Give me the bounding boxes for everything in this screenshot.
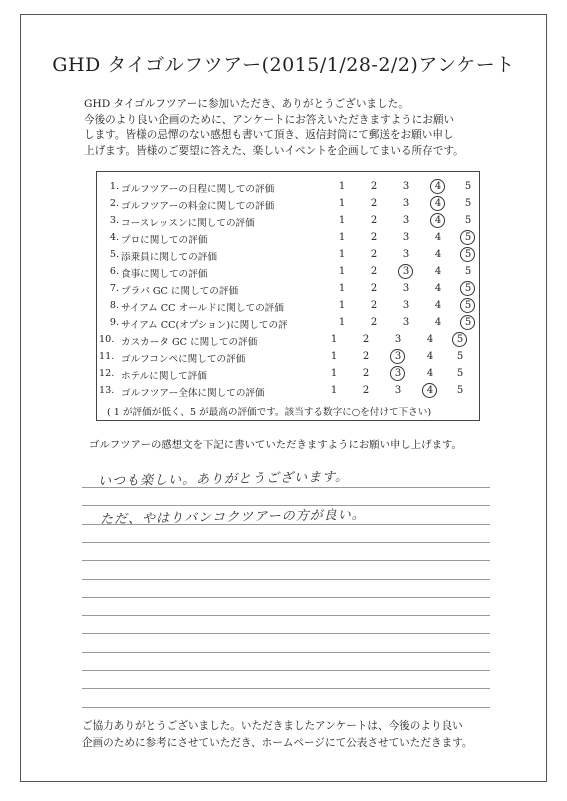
rating-option-1[interactable] bbox=[335, 300, 349, 311]
question-label: 食事に関しての評価 bbox=[121, 269, 208, 280]
rating-option-label: 2 bbox=[370, 232, 378, 243]
rating-option-2[interactable] bbox=[367, 300, 381, 311]
comment-ruled-line bbox=[82, 652, 490, 653]
selected-circle-mark bbox=[430, 196, 445, 211]
selected-circle-mark bbox=[390, 366, 405, 381]
rating-option-4[interactable] bbox=[431, 266, 445, 277]
rating-option-label: 4 bbox=[434, 317, 442, 328]
footer-line: ご協力ありがとうございました。いただきましたアンケートは、今後のより良い bbox=[82, 720, 463, 732]
rating-option-label: 2 bbox=[362, 385, 370, 396]
rating-option-4[interactable] bbox=[431, 198, 445, 209]
rating-option-2[interactable] bbox=[367, 266, 381, 277]
rating-option-4[interactable] bbox=[423, 334, 437, 345]
rating-option-2[interactable] bbox=[359, 368, 373, 379]
comment-ruled-line bbox=[82, 542, 490, 543]
rating-option-5[interactable] bbox=[461, 215, 475, 226]
ratings-table bbox=[96, 171, 480, 421]
question-number: 1. bbox=[109, 181, 119, 192]
question-label: コースレッスンに関しての評価 bbox=[121, 218, 255, 229]
rating-option-label: 4 bbox=[434, 198, 442, 209]
question-number: 4. bbox=[109, 232, 119, 243]
rating-option-label: 5 bbox=[464, 249, 472, 260]
rating-option-2[interactable] bbox=[367, 249, 381, 260]
rating-option-label: 3 bbox=[402, 181, 410, 192]
rating-option-label: 3 bbox=[394, 334, 402, 345]
selected-circle-mark bbox=[452, 332, 467, 347]
rating-option-label: 1 bbox=[338, 181, 346, 192]
question-number: 10. bbox=[99, 334, 115, 345]
rating-option-2[interactable] bbox=[367, 181, 381, 192]
rating-option-5[interactable] bbox=[461, 198, 475, 209]
question-number: 3. bbox=[109, 215, 119, 226]
selected-circle-mark bbox=[390, 349, 405, 364]
rating-option-label: 1 bbox=[338, 317, 346, 328]
rating-option-5[interactable] bbox=[461, 300, 475, 311]
selected-circle-mark bbox=[422, 383, 437, 398]
rating-option-label: 4 bbox=[426, 351, 434, 362]
rating-option-label: 4 bbox=[426, 368, 434, 379]
rating-option-1[interactable] bbox=[335, 198, 349, 209]
question-row bbox=[97, 367, 479, 384]
question-row bbox=[97, 248, 479, 265]
intro-line: 上げます。皆様のご要望に答えた、楽しいイベントを企画してまいる所存です。 bbox=[84, 144, 464, 157]
rating-option-label: 3 bbox=[402, 232, 410, 243]
rating-option-4[interactable] bbox=[431, 317, 445, 328]
rating-option-label: 3 bbox=[402, 317, 410, 328]
rating-option-2[interactable] bbox=[367, 232, 381, 243]
rating-option-label: 4 bbox=[426, 385, 434, 396]
question-label: ゴルフツアーの料金に関しての評価 bbox=[121, 201, 275, 212]
selected-circle-mark bbox=[460, 247, 475, 262]
rating-option-5[interactable] bbox=[461, 283, 475, 294]
rating-option-3[interactable] bbox=[391, 385, 405, 396]
comment-ruled-line bbox=[82, 670, 490, 671]
rating-option-label: 5 bbox=[464, 232, 472, 243]
rating-option-label: 5 bbox=[464, 317, 472, 328]
rating-option-1[interactable] bbox=[335, 215, 349, 226]
rating-option-label: 4 bbox=[434, 249, 442, 260]
rating-option-label: 2 bbox=[370, 198, 378, 209]
comment-ruled-line bbox=[82, 688, 490, 689]
question-number: 6. bbox=[109, 266, 119, 277]
comment-ruled-line bbox=[82, 707, 490, 708]
footer-text bbox=[82, 718, 512, 752]
rating-option-label: 5 bbox=[456, 368, 464, 379]
question-row bbox=[97, 197, 479, 214]
page-title: GHD タイゴルフツアー(2015/1/28-2/2)アンケート bbox=[52, 54, 515, 76]
rating-option-label: 4 bbox=[434, 266, 442, 277]
rating-option-label: 2 bbox=[370, 317, 378, 328]
rating-option-5[interactable] bbox=[461, 266, 475, 277]
rating-option-4[interactable] bbox=[431, 215, 445, 226]
rating-option-label: 3 bbox=[402, 266, 410, 277]
rating-option-label: 5 bbox=[456, 351, 464, 362]
rating-option-4[interactable] bbox=[423, 351, 437, 362]
rating-option-label: 4 bbox=[434, 283, 442, 294]
footer-line: 企画のために参考にさせていただき、ホームページにて公表させていただきます。 bbox=[82, 737, 473, 749]
question-label: サイアム CC(オプション)に関しての評 bbox=[121, 320, 288, 331]
rating-option-5[interactable] bbox=[461, 232, 475, 243]
rating-option-label: 5 bbox=[464, 181, 472, 192]
question-label: カスカータ GC に関しての評価 bbox=[121, 337, 258, 348]
question-number: 7. bbox=[109, 283, 119, 294]
rating-option-label: 3 bbox=[394, 368, 402, 379]
rating-option-label: 5 bbox=[464, 215, 472, 226]
rating-option-3[interactable] bbox=[391, 334, 405, 345]
rating-option-5[interactable] bbox=[461, 317, 475, 328]
rating-option-2[interactable] bbox=[367, 198, 381, 209]
rating-option-label: 1 bbox=[338, 249, 346, 260]
rating-option-3[interactable] bbox=[399, 249, 413, 260]
rating-option-3[interactable] bbox=[399, 232, 413, 243]
question-label: プロに関しての評価 bbox=[121, 235, 208, 246]
rating-option-3[interactable] bbox=[399, 198, 413, 209]
rating-option-2[interactable] bbox=[367, 215, 381, 226]
scale-note: ( 1 が評価が低く、5 が最高の評価です。該当する数字に○を付けて下さい) bbox=[107, 407, 432, 418]
rating-option-label: 2 bbox=[370, 181, 378, 192]
rating-option-1[interactable] bbox=[327, 351, 341, 362]
rating-option-3[interactable] bbox=[399, 283, 413, 294]
question-number: 11. bbox=[99, 351, 115, 362]
selected-circle-mark bbox=[460, 281, 475, 296]
rating-option-label: 3 bbox=[402, 283, 410, 294]
rating-option-2[interactable] bbox=[359, 351, 373, 362]
rating-option-label: 2 bbox=[370, 266, 378, 277]
rating-option-2[interactable] bbox=[359, 385, 373, 396]
rating-option-label: 3 bbox=[402, 300, 410, 311]
question-label: プラパ GC に関しての評価 bbox=[121, 286, 239, 297]
rating-option-1[interactable] bbox=[335, 181, 349, 192]
rating-option-5[interactable] bbox=[453, 368, 467, 379]
selected-circle-mark bbox=[430, 179, 445, 194]
rating-option-2[interactable] bbox=[359, 334, 373, 345]
rating-option-label: 1 bbox=[330, 351, 338, 362]
question-number: 12. bbox=[99, 368, 115, 379]
question-number: 9. bbox=[109, 317, 119, 328]
rating-option-label: 1 bbox=[330, 368, 338, 379]
rating-option-label: 2 bbox=[362, 334, 370, 345]
rating-option-label: 5 bbox=[456, 334, 464, 345]
question-number: 2. bbox=[109, 198, 119, 209]
intro-line: GHD タイゴルフツアーに参加いただき、ありがとうございました。 bbox=[84, 98, 409, 110]
rating-option-1[interactable] bbox=[335, 266, 349, 277]
comment-ruled-line bbox=[82, 560, 490, 561]
rating-option-3[interactable] bbox=[399, 266, 413, 277]
comment-ruled-line bbox=[82, 597, 490, 598]
rating-option-label: 3 bbox=[394, 351, 402, 362]
selected-circle-mark bbox=[460, 315, 475, 330]
rating-option-label: 4 bbox=[426, 334, 434, 345]
rating-option-4[interactable] bbox=[431, 283, 445, 294]
rating-option-5[interactable] bbox=[453, 351, 467, 362]
rating-option-1[interactable] bbox=[335, 232, 349, 243]
rating-option-label: 5 bbox=[464, 283, 472, 294]
rating-option-label: 3 bbox=[402, 198, 410, 209]
question-row bbox=[97, 299, 479, 316]
rating-option-label: 2 bbox=[370, 249, 378, 260]
rating-option-1[interactable] bbox=[327, 385, 341, 396]
rating-option-label: 5 bbox=[464, 300, 472, 311]
rating-option-label: 5 bbox=[464, 266, 472, 277]
comment-ruled-line bbox=[82, 579, 490, 580]
comment-ruled-line bbox=[82, 633, 490, 634]
question-label: 添乗員に関しての評価 bbox=[121, 252, 217, 263]
comment-ruled-line bbox=[82, 615, 490, 616]
rating-option-4[interactable] bbox=[431, 249, 445, 260]
question-row bbox=[97, 282, 479, 299]
rating-option-label: 1 bbox=[338, 266, 346, 277]
rating-option-3[interactable] bbox=[391, 368, 405, 379]
rating-option-3[interactable] bbox=[399, 181, 413, 192]
intro-line: 今後のより良い企画のために、アンケートにお答えいただきますようにお願い bbox=[84, 113, 455, 126]
question-label: ゴルフコンペに関しての評価 bbox=[121, 354, 246, 365]
question-number: 13. bbox=[99, 385, 115, 396]
rating-option-1[interactable] bbox=[335, 283, 349, 294]
rating-option-label: 1 bbox=[338, 300, 346, 311]
rating-option-1[interactable] bbox=[327, 368, 341, 379]
rating-option-4[interactable] bbox=[431, 300, 445, 311]
rating-option-3[interactable] bbox=[399, 300, 413, 311]
question-number: 5. bbox=[109, 249, 119, 260]
rating-option-4[interactable] bbox=[423, 368, 437, 379]
rating-option-2[interactable] bbox=[367, 317, 381, 328]
rating-option-label: 5 bbox=[456, 385, 464, 396]
question-label: ゴルフツアー全体に関しての評価 bbox=[121, 388, 265, 399]
rating-option-label: 2 bbox=[362, 368, 370, 379]
rating-option-5[interactable] bbox=[453, 334, 467, 345]
question-number: 8. bbox=[109, 300, 119, 311]
question-row bbox=[97, 265, 479, 282]
rating-option-4[interactable] bbox=[423, 385, 437, 396]
rating-option-label: 3 bbox=[402, 215, 410, 226]
selected-circle-mark bbox=[430, 213, 445, 228]
rating-option-label: 4 bbox=[434, 215, 442, 226]
handwritten-comment: ただ、やはりバンコクツアーの方が良い。 bbox=[99, 507, 366, 528]
intro-text bbox=[84, 97, 514, 159]
rating-option-label: 4 bbox=[434, 300, 442, 311]
question-row bbox=[97, 316, 479, 333]
rating-option-label: 2 bbox=[370, 300, 378, 311]
rating-option-label: 2 bbox=[370, 283, 378, 294]
rating-option-4[interactable] bbox=[431, 232, 445, 243]
rating-option-label: 2 bbox=[362, 351, 370, 362]
question-label: ホテルに関して評価 bbox=[121, 371, 207, 382]
question-row bbox=[97, 333, 479, 350]
intro-line: します。皆様の忌憚のない感想も書いて頂き、返信封筒にて郵送をお願い申し bbox=[84, 129, 454, 142]
rating-option-5[interactable] bbox=[461, 249, 475, 260]
rating-option-1[interactable] bbox=[327, 334, 341, 345]
rating-option-label: 5 bbox=[464, 198, 472, 209]
rating-option-label: 1 bbox=[330, 334, 338, 345]
rating-option-3[interactable] bbox=[399, 215, 413, 226]
rating-option-label: 2 bbox=[370, 215, 378, 226]
rating-option-label: 4 bbox=[434, 232, 442, 243]
rating-option-label: 1 bbox=[338, 283, 346, 294]
question-row bbox=[97, 180, 479, 197]
question-row bbox=[97, 350, 479, 367]
rating-option-label: 1 bbox=[338, 198, 346, 209]
rating-option-label: 1 bbox=[330, 385, 338, 396]
rating-option-5[interactable] bbox=[453, 385, 467, 396]
question-label: ゴルフツアーの日程に関しての評価 bbox=[121, 184, 275, 195]
question-row bbox=[97, 214, 479, 231]
rating-option-5[interactable] bbox=[461, 181, 475, 192]
selected-circle-mark bbox=[460, 230, 475, 245]
selected-circle-mark bbox=[460, 298, 475, 313]
rating-option-label: 4 bbox=[434, 181, 442, 192]
selected-circle-mark bbox=[398, 264, 413, 279]
rating-option-1[interactable] bbox=[335, 249, 349, 260]
question-label: サイアム CC オールドに関しての評価 bbox=[121, 303, 284, 314]
rating-option-label: 1 bbox=[338, 232, 346, 243]
rating-option-label: 3 bbox=[394, 385, 402, 396]
question-row bbox=[97, 384, 479, 401]
rating-option-4[interactable] bbox=[431, 181, 445, 192]
handwritten-comment: いつも楽しい。ありがとうございます。 bbox=[97, 469, 350, 490]
comments-prompt: ゴルフツアーの感想文を下記に書いていただきますようにお願い申し上げます。 bbox=[89, 439, 462, 451]
rating-option-3[interactable] bbox=[399, 317, 413, 328]
rating-option-1[interactable] bbox=[335, 317, 349, 328]
rating-option-3[interactable] bbox=[391, 351, 405, 362]
question-row bbox=[97, 231, 479, 248]
rating-option-label: 1 bbox=[338, 215, 346, 226]
rating-option-label: 3 bbox=[402, 249, 410, 260]
rating-option-2[interactable] bbox=[367, 283, 381, 294]
